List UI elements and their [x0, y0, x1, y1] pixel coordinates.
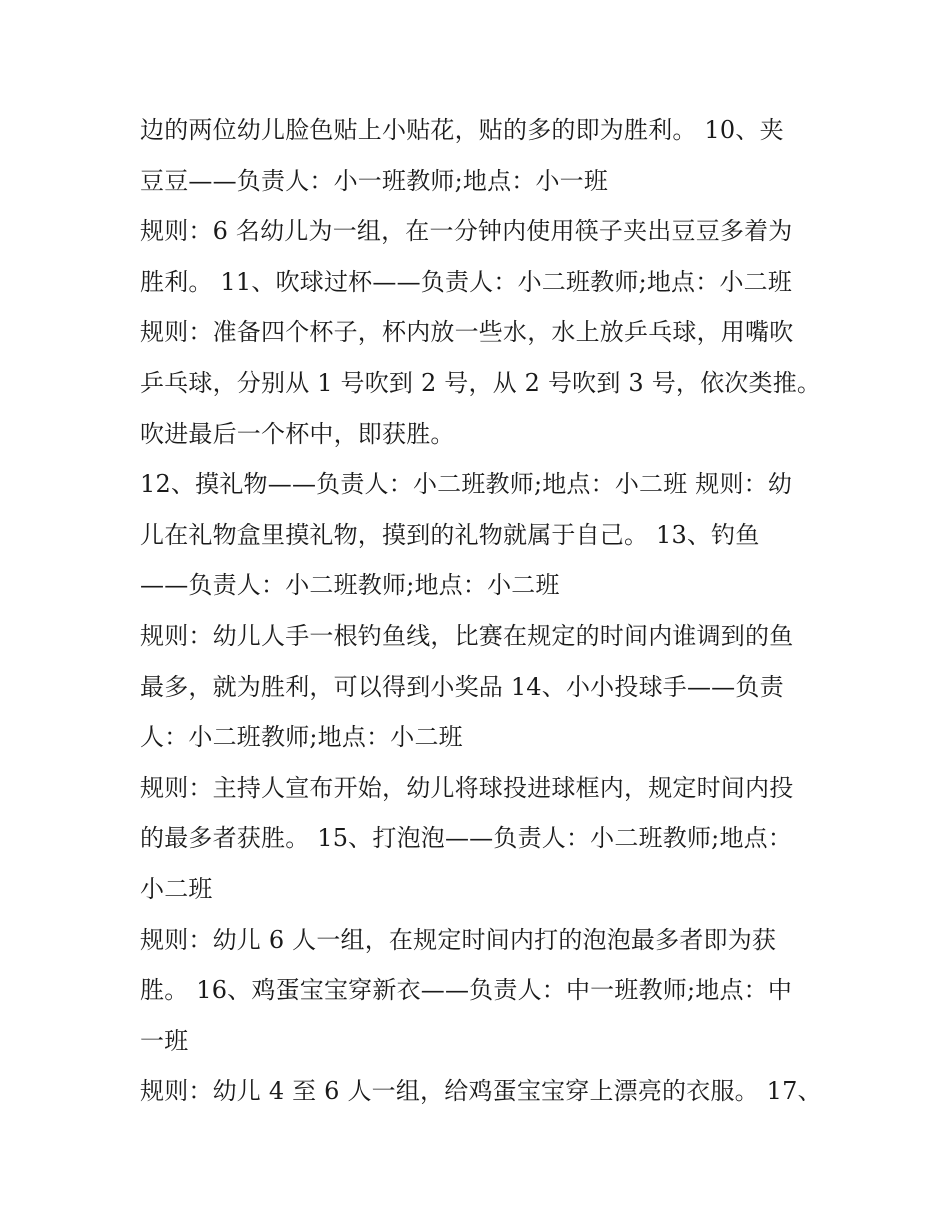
- text-line-10: ——负责人：小二班教师;地点：小二班: [140, 571, 560, 600]
- text-line-2: 豆豆——负责人：小一班教师;地点：小一班: [140, 166, 609, 195]
- text-line-12: 最多，就为胜利，可以得到小奖品 14、小小投球手——负责: [140, 672, 784, 701]
- text-line-8: 12、摸礼物——负责人：小二班教师;地点：小二班 规则：幼: [140, 470, 793, 499]
- text-line-4: 胜利。 11、吹球过杯——负责人：小二班教师;地点：小二班: [140, 267, 793, 296]
- text-line-6: 乒乓球，分别从 1 号吹到 2 号，从 2 号吹到 3 号，依次类推。: [140, 368, 822, 397]
- text-line-18: 胜。 16、鸡蛋宝宝穿新衣——负责人：中一班教师;地点：中: [140, 976, 793, 1005]
- body-text: [140, 105, 830, 1117]
- text-line-16: 小二班: [140, 874, 213, 903]
- text-line-17: 规则：幼儿 6 人一组，在规定时间内打的泡泡最多者即为获: [140, 925, 777, 954]
- text-line-7: 吹进最后一个杯中，即获胜。: [140, 419, 455, 448]
- text-line-14: 规则：主持人宣布开始，幼儿将球投进球框内，规定时间内投: [140, 773, 794, 802]
- text-line-1: 边的两位幼儿脸色贴上小贴花，贴的多的即为胜利。 10、夹: [140, 116, 784, 144]
- text-line-15: 的最多者获胜。 15、打泡泡——负责人：小二班教师;地点：: [140, 824, 793, 853]
- text-line-13: 人：小二班教师;地点：小二班: [140, 723, 463, 752]
- text-line-20: 规则：幼儿 4 至 6 人一组，给鸡蛋宝宝穿上漂亮的衣服。 17、: [140, 1077, 822, 1106]
- text-line-11: 规则：幼儿人手一根钓鱼线，比赛在规定的时间内谁调到的鱼: [140, 621, 794, 650]
- text-line-9: 儿在礼物盒里摸礼物，摸到的礼物就属于自己。 13、钓鱼: [140, 520, 760, 549]
- text-line-5: 规则：准备四个杯子，杯内放一些水，水上放乒乓球，用嘴吹: [140, 318, 794, 347]
- text-line-19: 一班: [140, 1026, 189, 1055]
- text-line-3: 规则：6 名幼儿为一组，在一分钟内使用筷子夹出豆豆多着为: [140, 217, 793, 246]
